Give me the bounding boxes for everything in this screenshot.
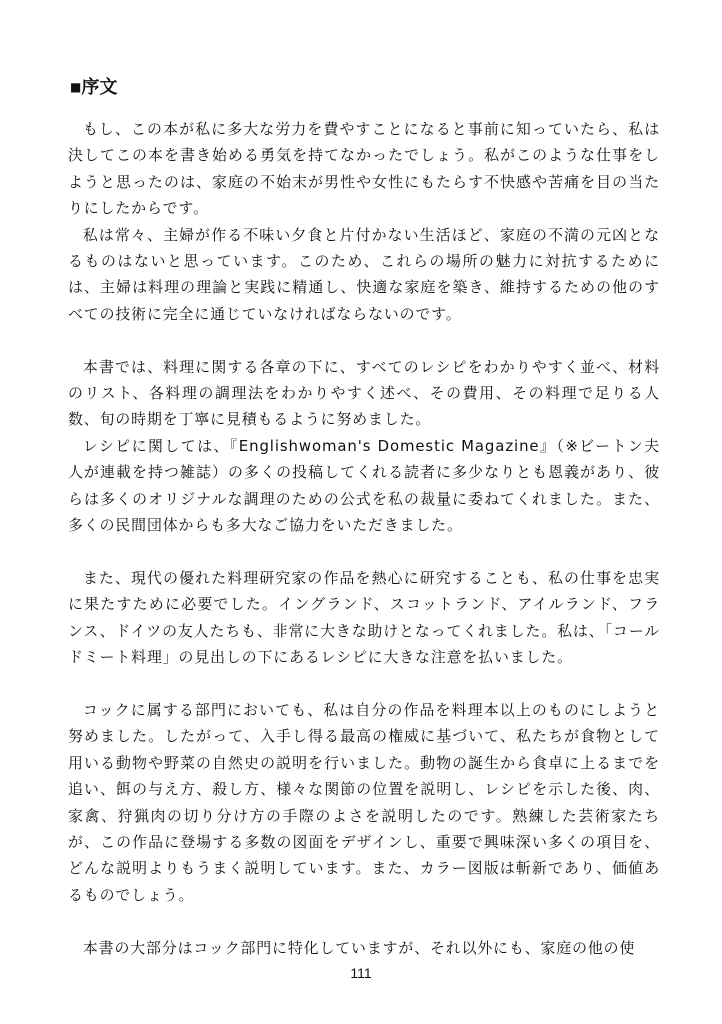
square-bullet-icon: ■ xyxy=(70,80,82,94)
paragraph: レシピに関しては、『Englishwoman's Domestic Magazine』（※ビートン夫人が連載を持つ雑誌）の多くの投稿してくれる読者に多少なりとも恩義があり、彼らは多くのオリジナルな調理のための公式を私の裁量に委ねてくれました。また、多くの民間団体からも多大なご協力をいただきました。 xyxy=(68,436,660,535)
body-text xyxy=(68,116,660,961)
page-number: 111 xyxy=(350,965,372,981)
section-heading xyxy=(70,74,117,101)
paragraph: 本書では、料理に関する各章の下に、すべてのレシピをわかりやすく並べ、材料のリスト、各料理の調理法をわかりやすく述べ、その費用、その料理で足りる人数、旬の時期を丁寧に見積もるように努めました。 xyxy=(68,357,660,429)
paragraph: 私は常々、主婦が作る不味い夕食と片付かない生活ほど、家庭の不満の元凶となるものはないと思っています。このため、これらの場所の魅力に対抗するためには、主婦は料理の理論と実践に精通し、快適な家庭を築き、維持するための他のすべての技術に完全に通じていなければならないのです。 xyxy=(68,225,660,323)
paragraph: コックに属する部門においても、私は自分の作品を料理本以上のものにしようと努めました。したがって、入手し得る最高の権威に基づいて、私たちが食物として用いる動物や野菜の自然史の説明を行いました。動物の誕生から食卓に上るまでを追い、餌の与え方、殺し方、様々な関節の位置を説明し、レシピを示した後、肉、家禽、狩猟肉の切り分け方の手際のよさを説明したのです。熟練した芸術家たちが、この作品に登場する多数の図面をデザインし、重要で興味深い多くの項目を、どんな説明よりもうまく説明しています。また、カラー図版は斬新であり、価値あるものでしょう。 xyxy=(68,700,661,904)
section-title: 序文 xyxy=(81,77,118,98)
paragraph: 本書の大部分はコック部門に特化していますが、それ以外にも、家庭の他の使 xyxy=(82,938,636,957)
paragraph: また、現代の優れた料理研究家の作品を熱心に研究することも、私の仕事を忠実に果たすために必要でした。イングランド、スコットランド、アイルランド、フランス、ドイツの友人たちも、非常に大きな助けとなってくれました。私は、「コールドミート料理」の見出しの下にあるレシピに大きな注意を払いました。 xyxy=(68,568,660,667)
paragraph: もし、この本が私に多大な労力を費やすことになると事前に知っていたら、私は決してこの本を書き始める勇気を持てなかったでしょう。私がこのような仕事をしようと思ったのは、家庭の不始末が男性や女性にもたらす不快感や苦痛を目の当たりにしたからです。 xyxy=(68,120,660,218)
